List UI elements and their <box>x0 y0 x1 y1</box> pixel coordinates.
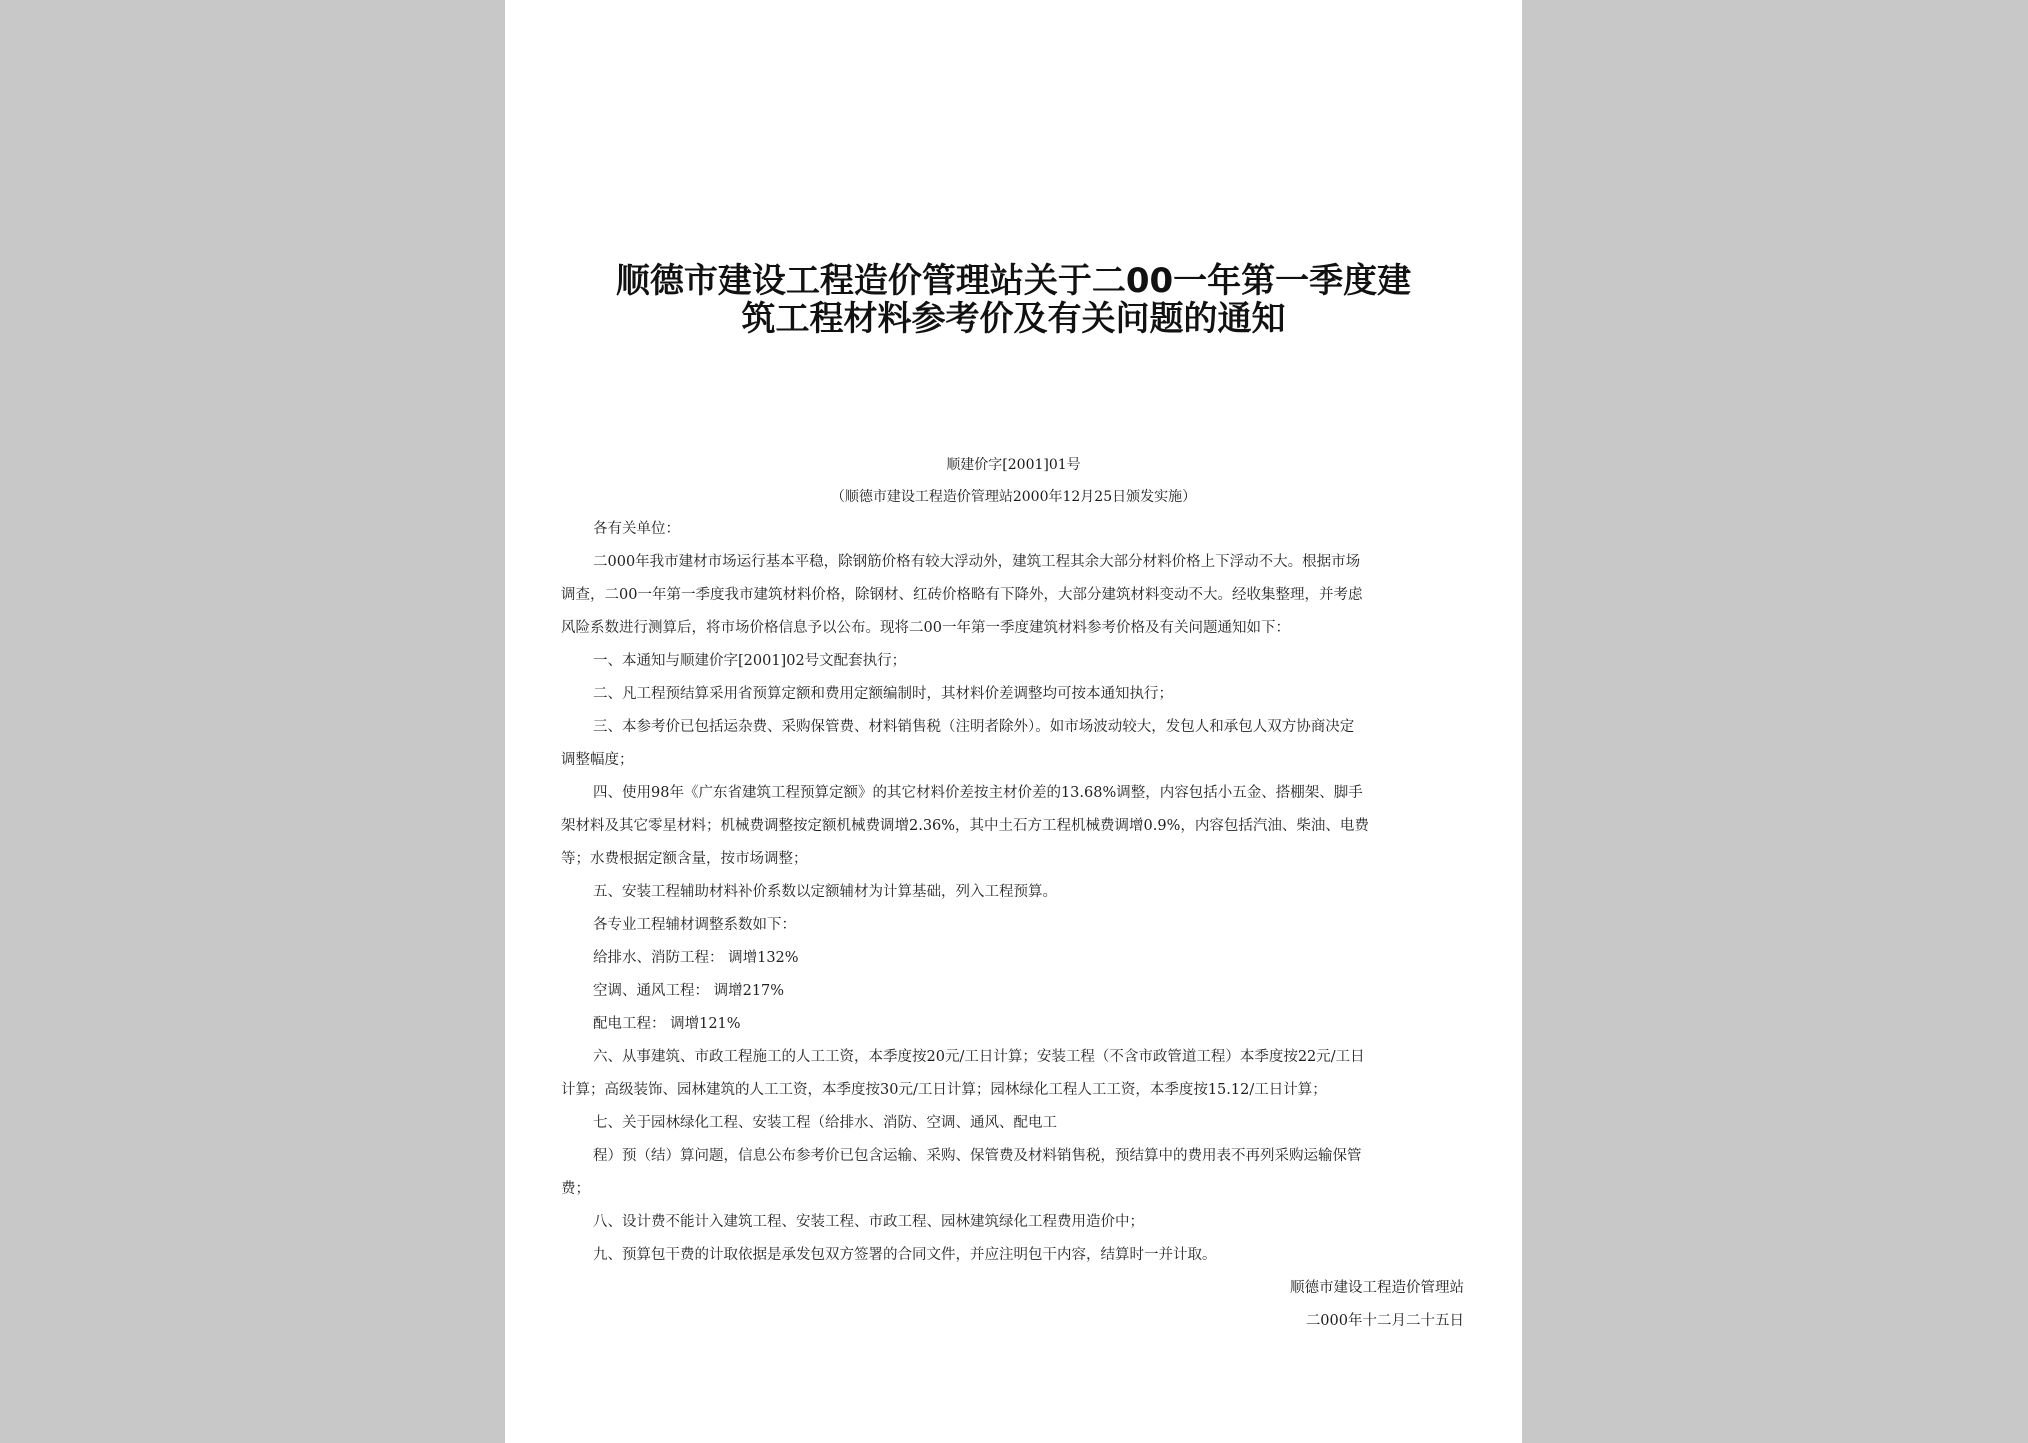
body-line: 费； <box>561 1181 590 1197</box>
body-line: 一、本通知与顺建价字[2001]02号文配套执行； <box>593 653 907 669</box>
body-line: 五、安装工程辅助材料补价系数以定额辅材为计算基础，列入工程预算。 <box>593 884 1057 900</box>
salutation: 各有关单位： <box>593 521 680 537</box>
adjustment-item: 给排水、消防工程： 调增132% <box>593 950 799 966</box>
document-page <box>505 0 1522 1443</box>
document-title-line-1: 顺德市建设工程造价管理站关于二00一年第一季度建 <box>615 261 1412 301</box>
issue-note: （顺德市建设工程造价管理站2000年12月25日颁发实施） <box>830 489 1197 505</box>
body-line: 架材料及其它零星材料；机械费调整按定额机械费调增2.36%，其中土石方工程机械费调增0.9%，内容包括汽油、柴油、电费 <box>561 818 1369 834</box>
document-number: 顺建价字[2001]01号 <box>946 457 1081 473</box>
body-line: 二000年我市建材市场运行基本平稳，除钢筋价格有较大浮动外，建筑工程其余大部分材料价格上下浮动不大。根据市场 <box>593 554 1361 570</box>
body-line: 三、本参考价已包括运杂费、采购保管费、材料销售税（注明者除外）。如市场波动较大，发包人和承包人双方协商决定 <box>593 719 1355 735</box>
body-line: 程）预（结）算问题，信息公布参考价已包含运输、采购、保管费及材料销售税，预结算中的费用表不再列采购运输保管 <box>593 1148 1362 1164</box>
body-line: 七、关于园林绿化工程、安装工程（给排水、消防、空调、通风、配电工 <box>593 1115 1057 1131</box>
adjustment-item: 配电工程： 调增121% <box>593 1016 741 1032</box>
signature-date: 二000年十二月二十五日 <box>1305 1313 1464 1329</box>
body-line: 调查，二00一年第一季度我市建筑材料价格，除钢材、红砖价格略有下降外，大部分建筑材料变动不大。经收集整理，并考虑 <box>561 587 1363 603</box>
body-line: 六、从事建筑、市政工程施工的人工工资，本季度按20元/工日计算；安装工程（不含市政管道工程）本季度按22元/工日 <box>593 1049 1365 1065</box>
body-line: 等；水费根据定额含量，按市场调整； <box>561 851 808 867</box>
body-line: 八、设计费不能计入建筑工程、安装工程、市政工程、园林建筑绿化工程费用造价中； <box>593 1214 1144 1230</box>
body-line: 九、预算包干费的计取依据是承发包双方签署的合同文件，并应注明包干内容，结算时一并计取。 <box>593 1247 1217 1263</box>
body-line: 各专业工程辅材调整系数如下： <box>593 917 796 933</box>
signature: 顺德市建设工程造价管理站 <box>1290 1280 1464 1296</box>
body-line: 调整幅度； <box>561 752 634 768</box>
adjustment-item: 空调、通风工程： 调增217% <box>593 983 785 999</box>
document-title-line-2: 筑工程材料参考价及有关问题的通知 <box>741 299 1286 339</box>
body-line: 风险系数进行测算后，将市场价格信息予以公布。现将二00一年第一季度建筑材料参考价格及有关问题通知如下： <box>561 620 1290 636</box>
body-line: 计算；高级装饰、园林建筑的人工工资，本季度按30元/工日计算；园林绿化工程人工工资，本季度按15.12/工日计算； <box>561 1082 1327 1098</box>
body-line: 二、凡工程预结算采用省预算定额和费用定额编制时，其材料价差调整均可按本通知执行； <box>593 686 1173 702</box>
body-line: 四、使用98年《广东省建筑工程预算定额》的其它材料价差按主材价差的13.68%调整，内容包括小五金、搭棚架、脚手 <box>593 785 1363 801</box>
